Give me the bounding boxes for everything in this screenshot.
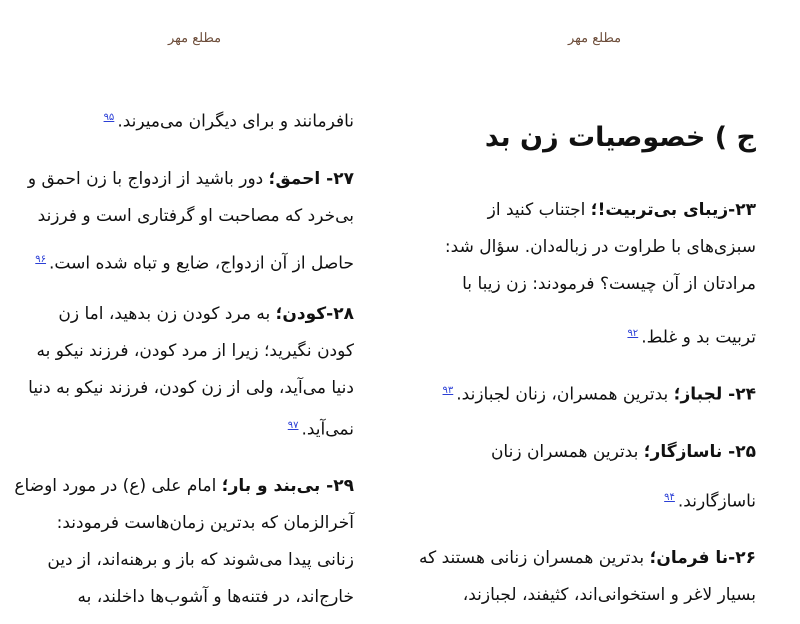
right-page	[400, 0, 800, 624]
section-heading: ج ) خصوصیات زن بد	[484, 122, 756, 153]
footnote-link[interactable]: ۹۳	[442, 385, 454, 396]
item-25: ۲۵- ناسازگار؛ بدترین همسران زنان ناسازگارند.$^{۹۴}$	[490, 442, 756, 512]
item-term: ۲۸-کودن؛	[275, 304, 354, 324]
item-term: ۲۵- ناسازگار؛	[643, 442, 756, 462]
running-head: مطلع مهر	[568, 31, 622, 46]
item-term: ۲۶-نا فرمان؛	[649, 548, 756, 568]
item-term: ۲۳-زیبای بی‌تربیت!؛	[590, 200, 756, 220]
footnote-link[interactable]: ۹۵	[103, 112, 115, 123]
item-term: ۲۹- بی‌بند و بار؛	[221, 476, 354, 496]
item-29: ۲۹- بی‌بند و بار؛ امام علی (ع) در مورد اوضاع آخرالزمان که بدترین زمان‌هاست فرمودند: زنانی پیدا می‌شوند که باز و برهنه‌اند، از دین خارج‌اند، در فتنه‌ها و آشوب‌ها داخلند، به	[14, 476, 354, 607]
item-28: ۲۸-کودن؛ به مرد کودن زن بدهید، اما زن کودن نگیرید؛ زیرا از مرد کودن، فرزند نیکو به دنیا می‌آید، ولی از زن کودن، فرزند نیکو به دنیا نمی‌آید.$^{۹۷}$	[28, 304, 354, 440]
running-head: مطلع مهر	[168, 31, 222, 46]
footnote-link[interactable]: ۹۶	[35, 254, 47, 265]
item-term: ۲۴- لجباز؛	[673, 384, 756, 405]
footnote-link[interactable]: ۹۲	[627, 328, 639, 339]
item-23: ۲۳-زیبای بی‌تربیت!؛ اجتناب کنید از سبزی‌های با طراوت در زباله‌دان. سؤال شد: مرادتان از آن چیست؟ فرمودند: زن زیبا با تربیت بد و غلط.$^{۹۲}$	[444, 200, 756, 348]
item-term: ۲۷- احمق؛	[268, 169, 354, 189]
footnote-link[interactable]: ۹۴	[664, 492, 675, 503]
continued-text: نافرمانند و برای دیگران می‌میرند.$^{۹۵}$	[103, 111, 354, 132]
item-27: ۲۷- احمق؛ دور باشید از ازدواج با زن احمق و بی‌خرد که مصاحبت او گرفتاری است و فرزند حاصل از آن ازدواج، ضایع و تباه شده است.$^{۹۶}$	[27, 169, 354, 274]
item-24: ۲۴- لجباز؛ بدترین همسران، زنان لجبازند.$^{۹۳}$	[442, 384, 756, 405]
item-26: ۲۶-نا فرمان؛ بدترین همسران زنانی هستند که بسیار لاغر و استخوانی‌اند، کثیفند، لجبازند،	[419, 548, 756, 605]
footnote-link[interactable]: ۹۷	[287, 420, 299, 431]
